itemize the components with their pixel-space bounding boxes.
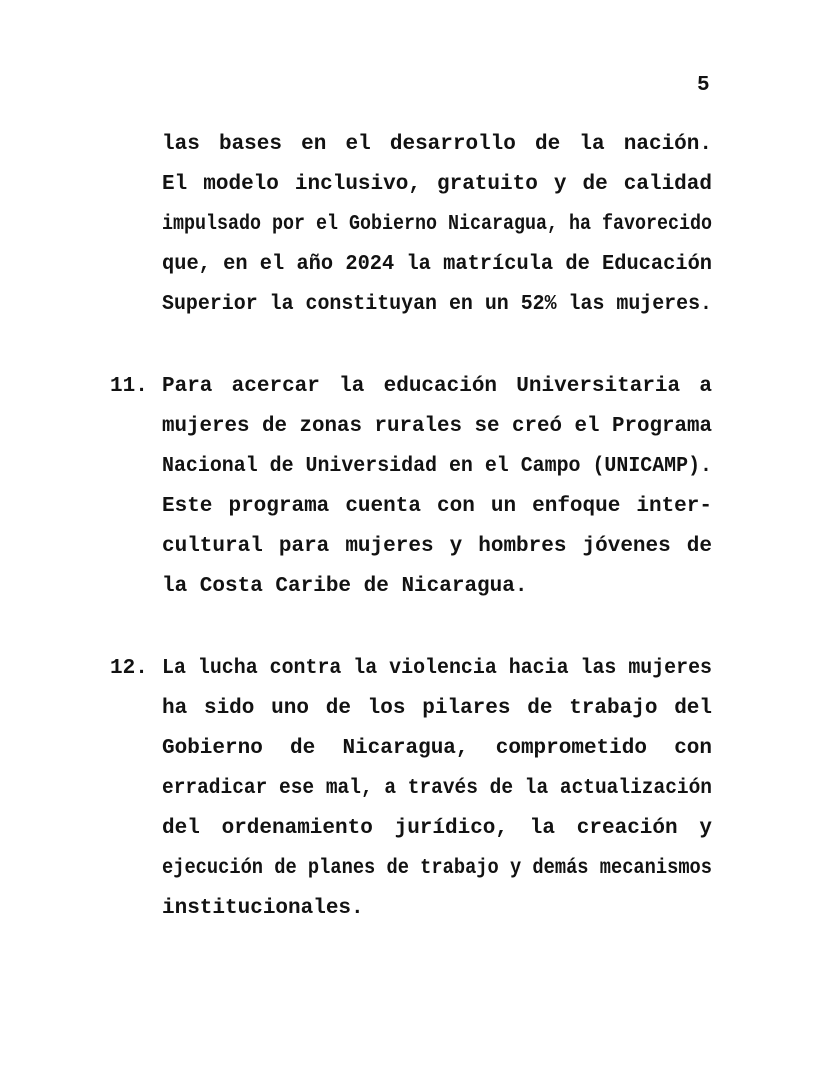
paragraph-number: 12. (110, 657, 148, 680)
text-line (162, 407, 712, 447)
text-line-content: Para acercar la educación Universitaria a (162, 375, 712, 398)
text-line-content: erradicar ese mal, a través de la actualización (162, 777, 713, 800)
text-line-content: Superior la constituyan en un 52% las mujeres. (162, 293, 713, 316)
paragraph-block (110, 367, 713, 607)
text-line-content: Nacional de Universidad en el Campo (UNICAMP). (162, 455, 713, 478)
paragraph-block (162, 125, 712, 325)
text-line (162, 487, 712, 527)
text-line-content: La lucha contra la violencia hacia las mujeres (162, 657, 713, 680)
text-line-content: Este programa cuenta con un enfoque inter- (162, 495, 712, 518)
text-line (162, 769, 712, 809)
text-line (162, 205, 712, 245)
text-line (162, 165, 712, 205)
text-line (162, 447, 712, 487)
text-line-content: mujeres de zonas rurales se creó el Programa (162, 415, 713, 438)
document-content (110, 125, 713, 971)
text-line-content: ejecución de planes de trabajo y demás mecanismos (162, 857, 713, 880)
paragraph-block (110, 649, 713, 929)
text-line (162, 649, 712, 689)
text-line-content: la Costa Caribe de Nicaragua. (162, 575, 528, 598)
text-line (162, 729, 712, 769)
text-line (162, 527, 712, 567)
text-line-content: que, en el año 2024 la matrícula de Educación (162, 253, 713, 276)
text-line (162, 367, 712, 407)
page-number: 5 (697, 74, 710, 97)
text-line-content: las bases en el desarrollo de la nación. (162, 133, 712, 156)
text-line-content: Gobierno de Nicaragua, comprometido con (162, 737, 712, 760)
text-line (162, 689, 712, 729)
paragraph-number: 11. (110, 375, 148, 398)
text-line-content: cultural para mujeres y hombres jóvenes de (162, 535, 712, 558)
text-line (162, 889, 712, 929)
text-line (162, 125, 712, 165)
text-line-content: del ordenamiento jurídico, la creación y (162, 817, 712, 840)
text-line (162, 285, 712, 325)
text-line (162, 809, 712, 849)
text-line-content: institucionales. (162, 897, 364, 920)
text-line-content: El modelo inclusivo, gratuito y de calidad (162, 173, 712, 196)
text-line-content: impulsado por el Gobierno Nicaragua, ha favorecido (162, 213, 713, 236)
text-line (162, 567, 712, 607)
text-line (162, 849, 712, 889)
text-line (162, 245, 712, 285)
text-line-content: ha sido uno de los pilares de trabajo del (162, 697, 712, 720)
